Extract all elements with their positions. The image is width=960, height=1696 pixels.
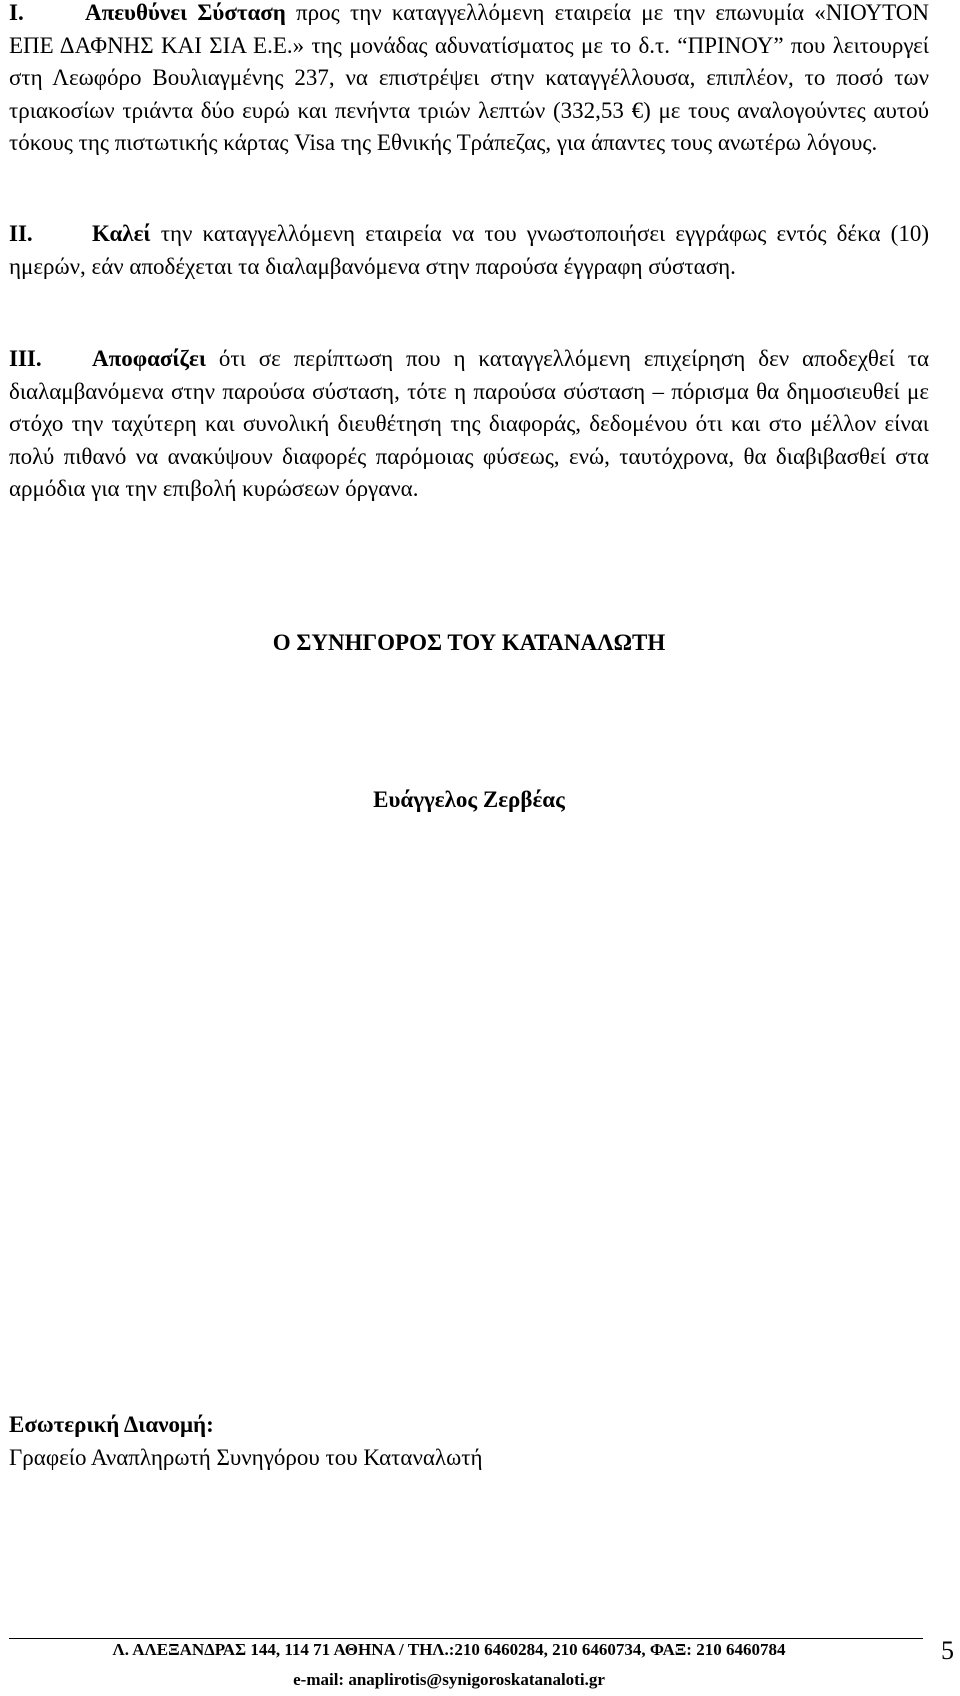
page-number: 5 (941, 1636, 954, 1665)
paragraph-numeral: III. (9, 346, 42, 371)
recommendation-paragraph-3 (9, 343, 929, 506)
paragraph-text: προς την καταγγελλόμενη εταιρεία με την επωνυμία «ΝΙΟΥΤΟΝ ΕΠΕ ΔΑΦΝΗΣ ΚΑΙ ΣΙΑ Ε.Ε.» της μονάδας αδυνατίσματος με το δ.τ. “ΠΡΙΝΟΥ” που λειτουργεί στη Λεωφόρο Βουλιαγμένης 237, να επιστρέψει στην καταγγέλλουσα, επιπλέον, το ποσό των τριακοσίων τριάντα δύο ευρώ και πενήντα τριών λεπτών (332,53 €) με τους αναλογούντες αυτού τόκους της πιστωτικής κάρτας Visa της Εθνικής Τράπεζας, για άπαντες τους ανωτέρω λόγους. (9, 0, 930, 156)
recommendation-paragraph-2 (9, 218, 929, 283)
distribution-heading: Εσωτερική Διανομή: (9, 1412, 214, 1437)
footer-address: Λ. ΑΛΕΞΑΝΔΡΑΣ 144, 114 71 ΑΘΗΝΑ / ΤΗΛ.:210 6460284, 210 6460734, ΦΑΞ: 210 6460784 (112, 1640, 786, 1659)
paragraph-numeral: I. (9, 0, 24, 25)
paragraph-keyword: Καλεί (92, 221, 151, 246)
paragraph-numeral: II. (9, 221, 33, 246)
distribution-recipient: Γραφείο Αναπληρωτή Συνηγόρου του Καταναλωτή (9, 1445, 483, 1470)
paragraph-text: την καταγγελλόμενη εταιρεία να του γνωστοποιήσει εγγράφως εντός δέκα (10) ημερών, εάν αποδέχεται τα διαλαμβανόμενα στην παρούσα έγγραφη σύσταση. (9, 221, 929, 279)
paragraph-keyword: Αποφασίζει (92, 346, 207, 371)
document-page (9, 0, 954, 1696)
paragraph-text: ότι σε περίπτωση που η καταγγελλόμενη επιχείρηση δεν αποδεχθεί τα διαλαμβανόμενα στην παρούσα σύσταση, τότε η παρούσα σύσταση – πόρισμα θα δημοσιευθεί με στόχο την ταχύτερη και συνολική διευθέτηση της διαφοράς, δεδομένου ότι και στο μέλλον είναι πολύ πιθανό να ανακύψουν διαφορές παρόμοιας φύσεως, ενώ, ταυτόχρονα, θα διαβιβασθεί στα αρμόδια για την επιβολή κυρώσεων όργανα. (9, 346, 929, 502)
footer-email: e-mail: anaplirotis@synigoroskatanaloti.gr (293, 1670, 605, 1689)
signatory-title: Ο ΣΥΝΗΓΟΡΟΣ ΤΟΥ ΚΑΤΑΝΑΛΩΤΗ (272, 630, 666, 655)
signatory-name: Ευάγγελος Ζερβέας (373, 787, 565, 812)
recommendation-paragraph-1 (9, 0, 929, 160)
footer-divider (9, 1638, 923, 1639)
paragraph-keyword: Απευθύνει Σύσταση (85, 0, 286, 25)
